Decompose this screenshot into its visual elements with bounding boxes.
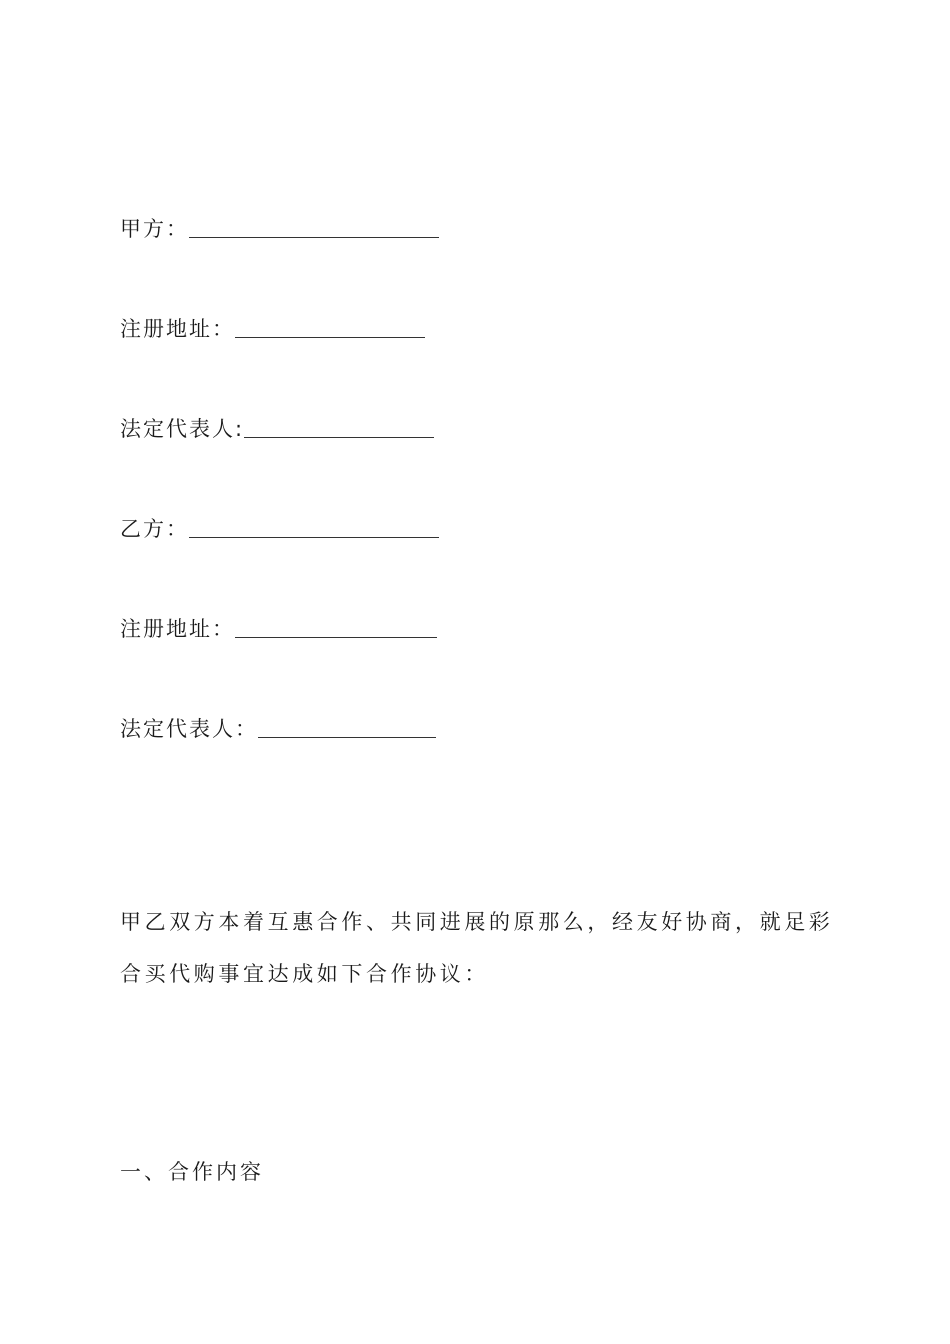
party-b-address-field — [120, 610, 437, 640]
party-b-label: 乙方： — [120, 517, 189, 541]
party-a-address-label: 注册地址： — [120, 317, 235, 341]
party-b-representative-blank-line — [258, 736, 436, 738]
party-a-blank-line — [189, 236, 439, 238]
party-b-address-label: 注册地址： — [120, 617, 235, 641]
party-a-representative-field — [120, 410, 434, 440]
intro-paragraph — [120, 896, 840, 1000]
party-b-representative-field — [120, 710, 436, 740]
intro-line-1: 甲乙双方本着互惠合作、共同进展的原那么，经友好协商，就足彩 — [120, 910, 834, 934]
party-b-blank-line — [189, 536, 439, 538]
party-a-field — [120, 210, 439, 240]
intro-line-2: 合买代购事宜达成如下合作协议： — [120, 962, 489, 986]
party-b-address-blank-line — [235, 636, 437, 638]
party-a-address-blank-line — [235, 336, 425, 338]
party-a-label: 甲方： — [120, 217, 189, 241]
party-b-field — [120, 510, 439, 540]
party-a-address-field — [120, 310, 425, 340]
party-a-representative-blank-line — [244, 436, 434, 438]
party-a-representative-label: 法定代表人: — [120, 417, 245, 441]
party-b-representative-label: 法定代表人： — [120, 717, 258, 741]
section-1-heading: 一、合作内容 — [120, 1160, 264, 1184]
